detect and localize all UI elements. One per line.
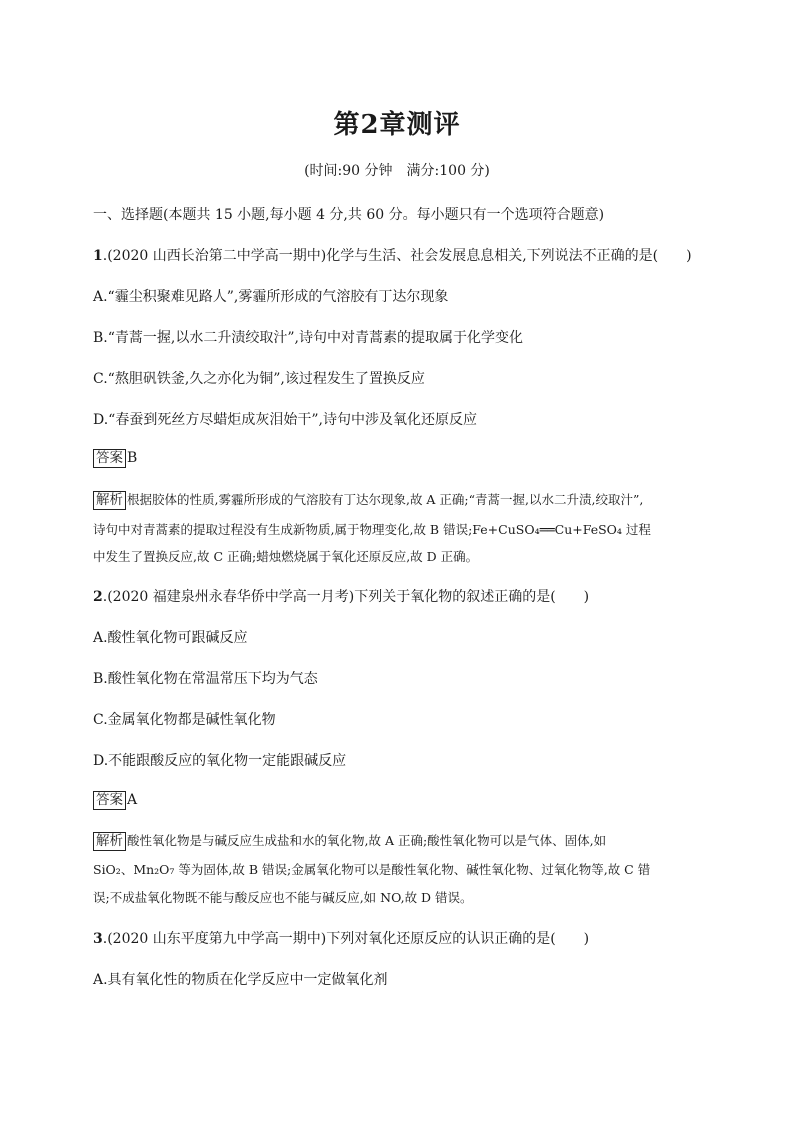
question-1-analysis-line-1: 解析 根据胶体的性质,雾霾所形成的气溶胶有丁达尔现象,故 A 正确;“青蒿一握,以水二升渍,绞取汁”, <box>93 490 643 510</box>
question-2-option-d: D.不能跟酸反应的氧化物一定能跟碱反应 <box>93 753 347 769</box>
question-text: .(2020 福建泉州永春华侨中学高一月考)下列关于氧化物的叙述正确的是( ) <box>102 589 590 605</box>
question-2-analysis-line-2: SiO₂、Mn₂O₇ 等为固体,故 B 错误;金属氧化物可以是酸性氧化物、碱性氧化物、过氧化物等,故 C 错 <box>93 862 651 877</box>
section-heading: 一、选择题(本题共 15 小题,每小题 4 分,共 60 分。每小题只有一个选项符合题意) <box>93 207 605 223</box>
question-1-analysis-line-2: 诗句中对青蒿素的提取过程没有生成新物质,属于物理变化,故 B 错误;Fe+CuSO₄══Cu+FeSO₄ 过程 <box>93 522 651 537</box>
question-3-stem <box>93 928 589 948</box>
answer-value: B <box>127 450 138 466</box>
answer-label: 答案 <box>93 791 126 810</box>
question-2-stem <box>93 586 589 606</box>
question-1-answer <box>93 449 137 468</box>
question-3-option-a: A.具有氧化性的物质在化学反应中一定做氧化剂 <box>93 972 388 988</box>
question-2-answer <box>93 791 137 810</box>
question-1-option-b: B.“青蒿一握,以水二升渍绞取汁”,诗句中对青蒿素的提取属于化学变化 <box>93 330 523 346</box>
question-2-option-b: B.酸性氧化物在常温常压下均为气态 <box>93 671 318 687</box>
question-1-option-d: D.“春蚕到死丝方尽蜡炬成灰泪始干”,诗句中涉及氧化还原反应 <box>93 412 477 428</box>
question-2-option-a: A.酸性氧化物可跟碱反应 <box>93 630 248 646</box>
answer-label: 答案 <box>93 449 126 468</box>
question-1-analysis-line-3: 中发生了置换反应,故 C 正确;蜡烛燃烧属于氧化还原反应,故 D 正确。 <box>93 549 479 564</box>
question-number: 2 <box>93 589 103 605</box>
question-1-stem <box>93 245 692 265</box>
answer-value: A <box>127 792 138 808</box>
exam-info: (时间:90 分钟 满分:100 分) <box>304 163 490 179</box>
question-text: .(2020 山西长治第二中学高一期中)化学与生活、社会发展息息相关,下列说法不正确的是( ) <box>102 248 692 264</box>
question-2-option-c: C.金属氧化物都是碱性氧化物 <box>93 712 276 728</box>
question-text: .(2020 山东平度第九中学高一期中)下列对氧化还原反应的认识正确的是( ) <box>102 931 590 947</box>
question-2-analysis-line-3: 误;不成盐氧化物既不能与酸反应也不能与碱反应,如 NO,故 D 错误。 <box>93 890 473 905</box>
question-1-option-a: A.“霾尘积聚难见路人”,雾霾所形成的气溶胶有丁达尔现象 <box>93 289 449 305</box>
analysis-label: 解析 <box>93 832 126 851</box>
question-number: 3 <box>93 931 103 947</box>
question-1-option-c: C.“熬胆矾铁釜,久之亦化为铜”,该过程发生了置换反应 <box>93 371 425 387</box>
analysis-label: 解析 <box>93 491 126 510</box>
question-number: 1 <box>93 248 103 264</box>
question-2-analysis-line-1: 解析 酸性氧化物是与碱反应生成盐和水的氧化物,故 A 正确;酸性氧化物可以是气体、固体,如 <box>93 831 606 851</box>
page-title: 第2章测评 <box>333 110 461 140</box>
